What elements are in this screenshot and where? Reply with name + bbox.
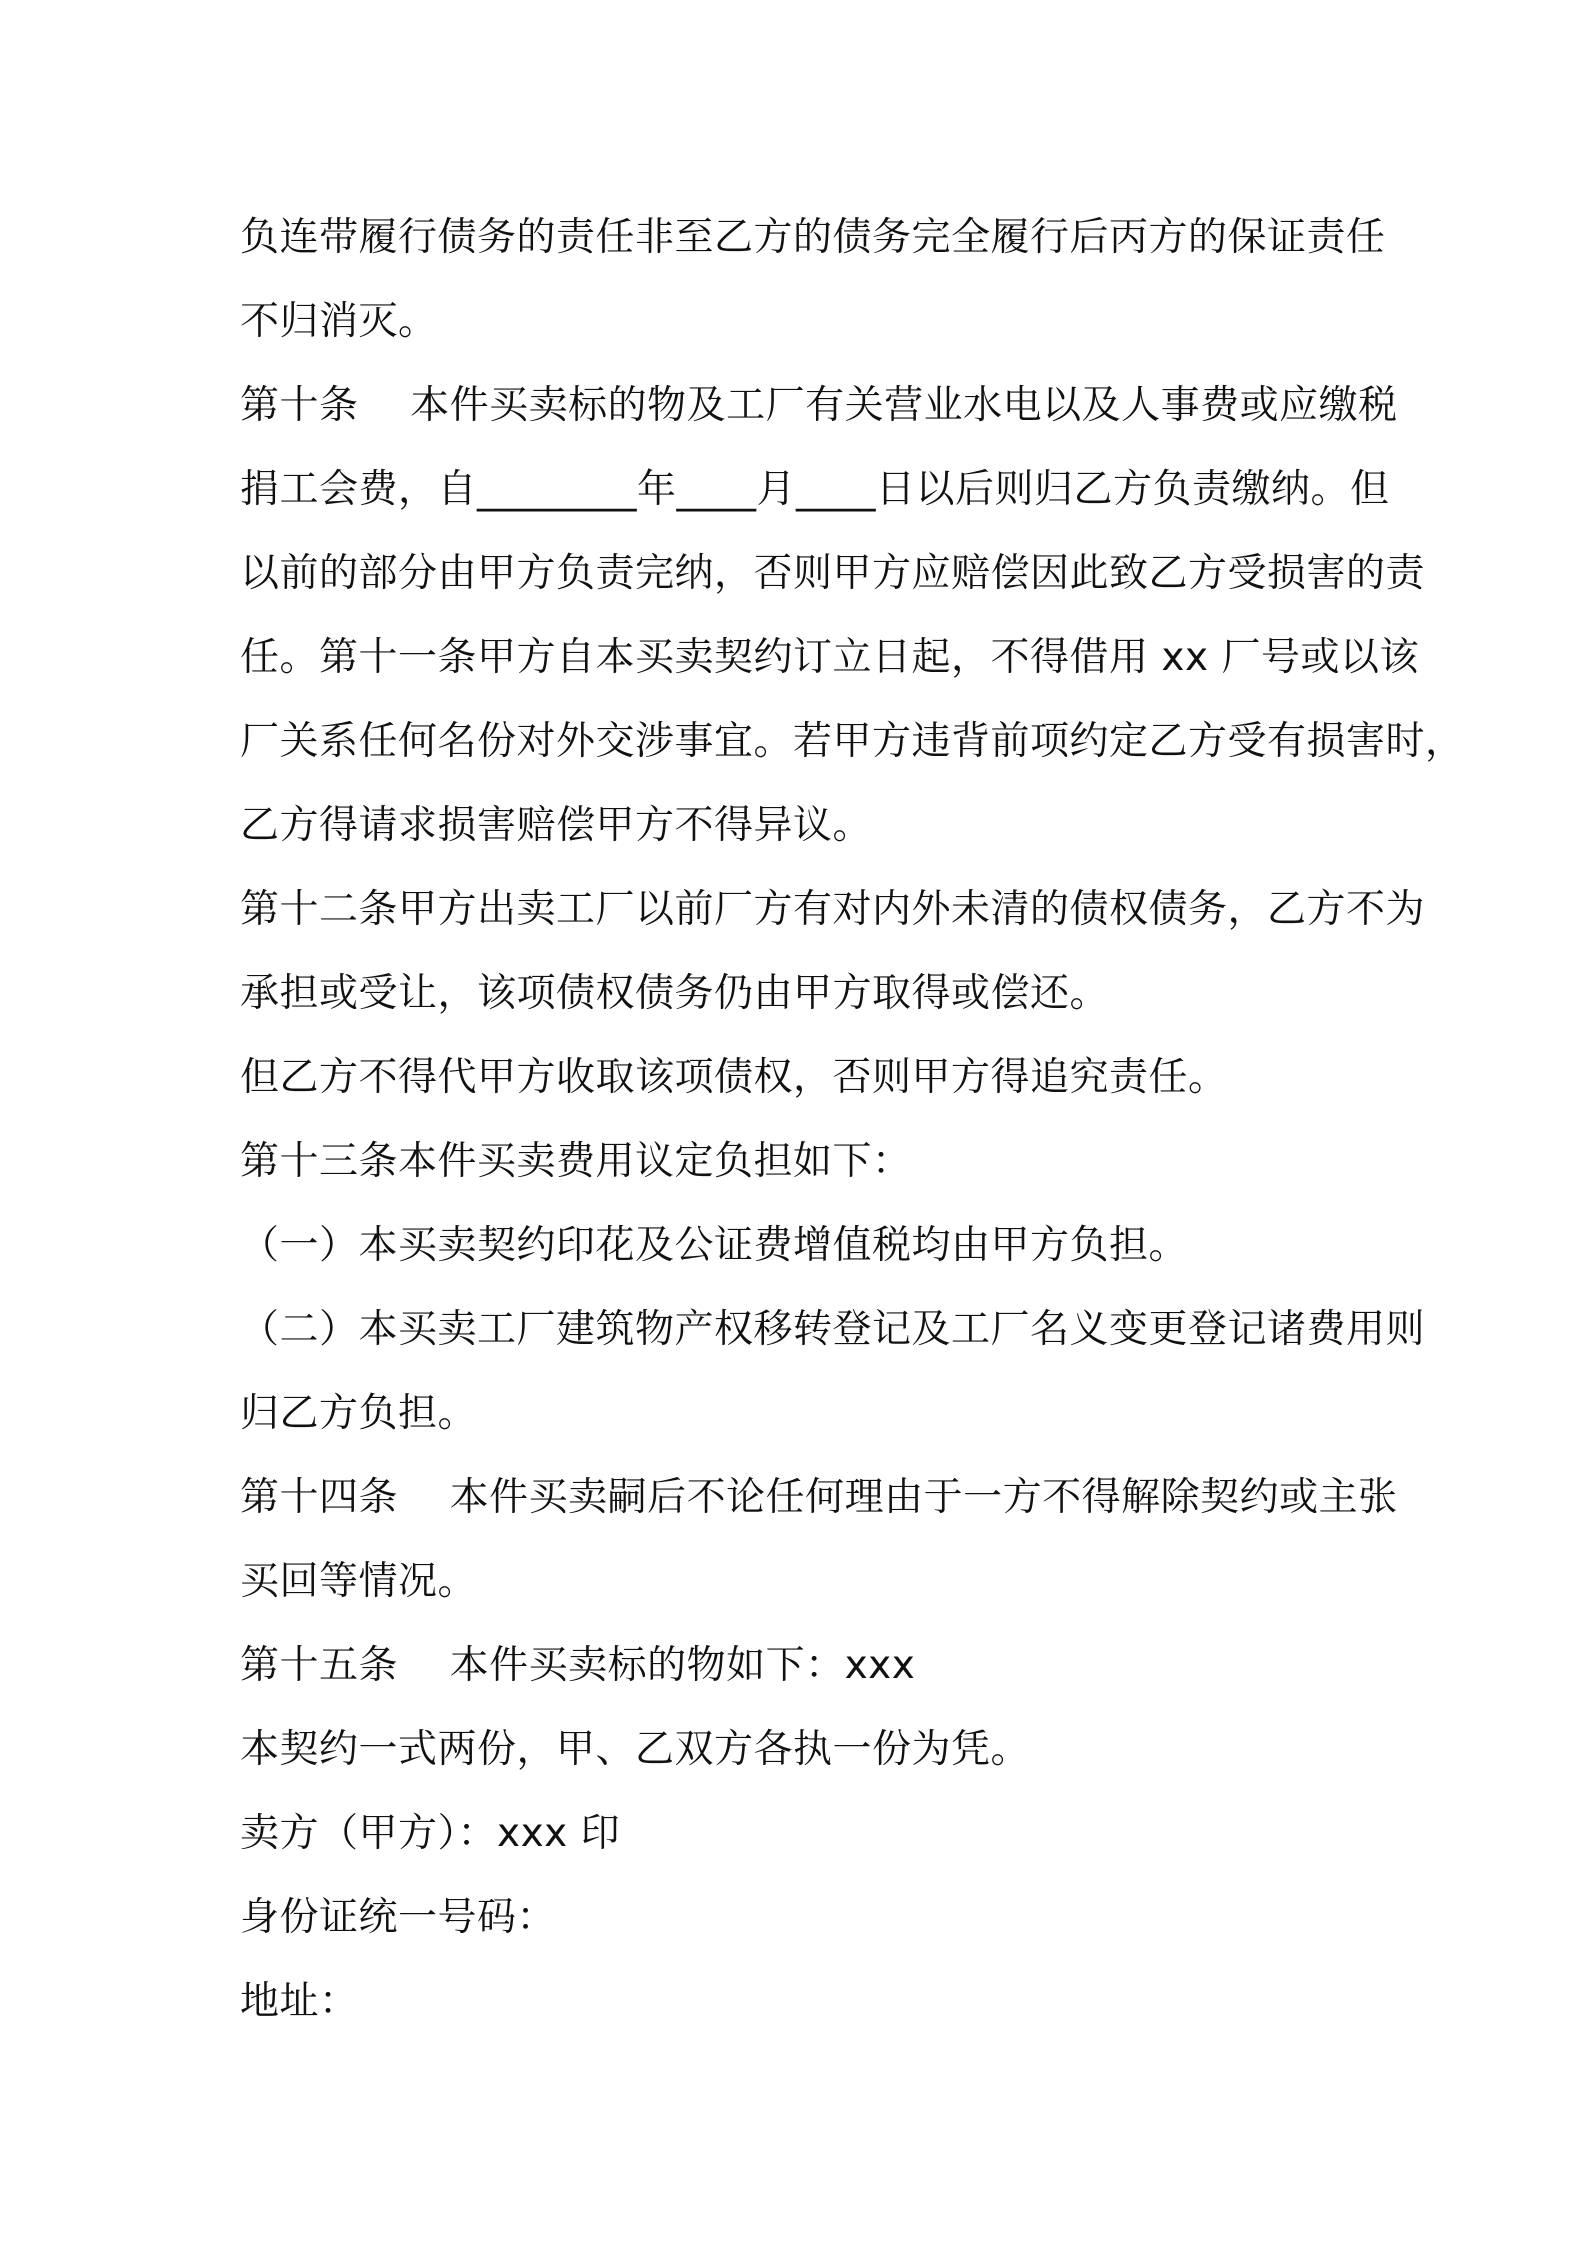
list-item-1: （一）本买卖契约印花及公证费增值税均由甲方负担。 [240,1223,1189,1268]
article-13-line: 第十三条本件买卖费用议定负担如下： [240,1139,912,1184]
article-14-line: 第十四条 本件买卖嗣后不论任何理由于一方不得解除契约或主张 [240,1475,1398,1520]
article-11-line: 任。第十一条甲方自本买卖契约订立日起，不得借用 xx 厂号或以该 [240,635,1419,680]
article-15-line: 第十五条 本件买卖标的物如下：xxx [240,1643,916,1688]
copies-line: 本契约一式两份，甲、乙双方各执一份为凭。 [240,1727,1031,1772]
text-line: 归乙方负担。 [240,1391,478,1436]
text-line: 以前的部分由甲方负责完纳，否则甲方应赔偿因此致乙方受损害的责 [240,551,1426,596]
list-item-2: （二）本买卖工厂建筑物产权移转登记及工厂名义变更登记诸费用则 [240,1307,1426,1352]
text-line: 厂关系任何名份对外交涉事宜。若甲方违背前项约定乙方受有损害时， [240,719,1465,764]
text-line: 买回等情况。 [240,1559,478,1604]
address-line: 地址： [240,1979,359,2024]
text-line: 乙方得请求损害赔偿甲方不得异议。 [240,803,873,848]
seller-line: 卖方（甲方）：xxx 印 [240,1811,621,1856]
text-line: 但乙方不得代甲方收取该项债权，否则甲方得追究责任。 [240,1055,1228,1100]
text-line: 捐工会费，自________年____月____日以后则归乙方负责缴纳。但 [240,467,1390,512]
document-body [240,196,1465,2044]
text-line: 负连带履行债务的责任非至乙方的债务完全履行后丙方的保证责任 [240,215,1386,260]
text-line: 承担或受让，该项债权债务仍由甲方取得或偿还。 [240,971,1110,1016]
text-line: 不归消灭。 [240,299,438,344]
article-10-line: 第十条 本件买卖标的物及工厂有关营业水电以及人事费或应缴税 [240,383,1398,428]
article-12-line: 第十二条甲方出卖工厂以前厂方有对内外未清的债权债务，乙方不为 [240,887,1426,932]
id-number-line: 身份证统一号码： [240,1895,557,1940]
